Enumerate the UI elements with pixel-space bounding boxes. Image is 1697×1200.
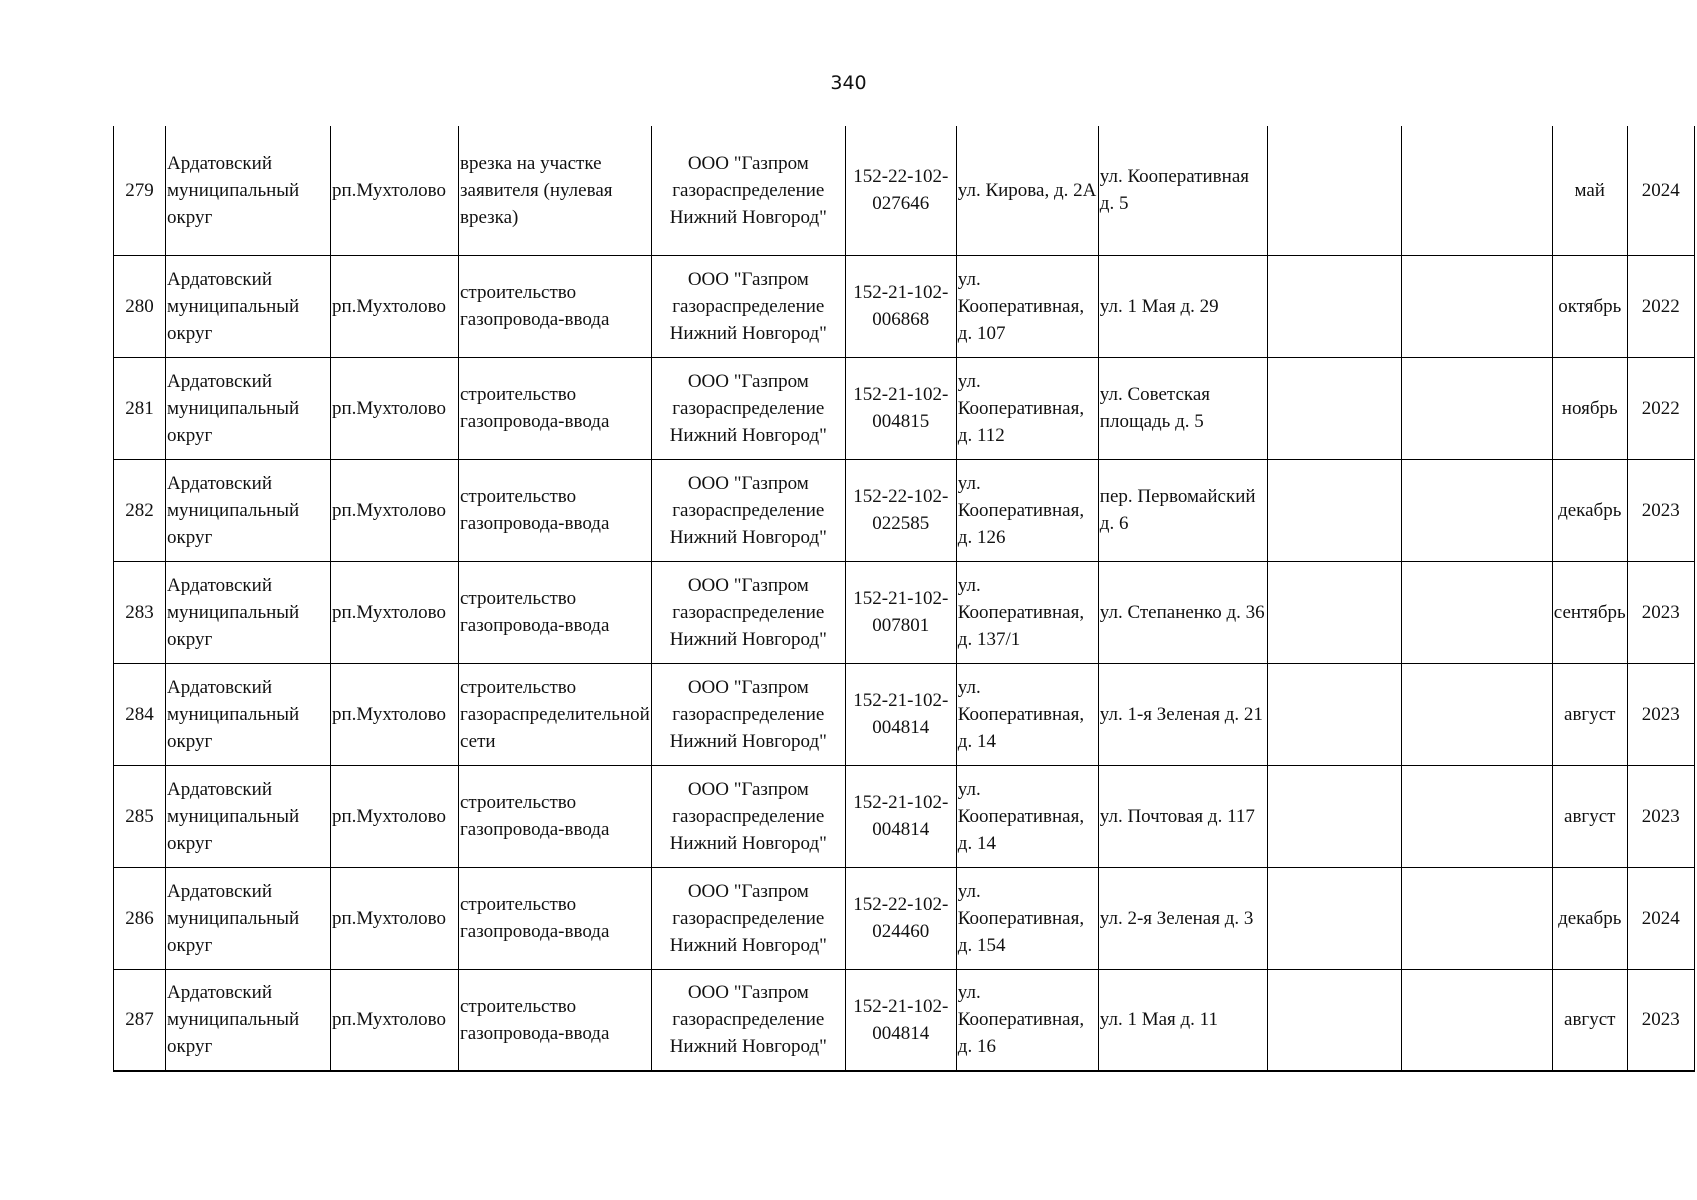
work-type-cell: строительство газораспределительной сети [459,663,652,765]
object-address-cell: ул. 1 Мая д. 11 [1098,969,1267,1071]
organization-cell: ООО "Газпром газораспределение Нижний Новгород" [651,765,845,867]
table-row [114,867,1695,969]
year-cell: 2023 [1627,969,1694,1071]
work-type-cell: строительство газопровода-ввода [459,459,652,561]
connection-point-cell: ул. Кооперативная, д. 14 [956,765,1098,867]
empty-cell [1267,765,1401,867]
month-cell: сентябрь [1552,561,1627,663]
row-number-cell: 282 [114,459,166,561]
empty-cell [1267,561,1401,663]
month-cell: октябрь [1552,255,1627,357]
district-cell: Ардатовский муниципальный округ [166,357,331,459]
year-cell: 2022 [1627,255,1694,357]
empty-cell [1401,663,1552,765]
district-cell: Ардатовский муниципальный округ [166,867,331,969]
table-row [114,357,1695,459]
gasification-table [113,126,1695,1072]
object-address-cell: ул. Степаненко д. 36 [1098,561,1267,663]
organization-cell: ООО "Газпром газораспределение Нижний Новгород" [651,561,845,663]
permit-code-cell: 152-21-102-004814 [845,765,956,867]
work-type-cell: строительство газопровода-ввода [459,969,652,1071]
work-type-cell: строительство газопровода-ввода [459,357,652,459]
empty-cell [1267,126,1401,255]
connection-point-cell: ул. Кооперативная, д. 137/1 [956,561,1098,663]
permit-code-cell: 152-21-102-004814 [845,663,956,765]
work-type-cell: врезка на участке заявителя (нулевая врезка) [459,126,652,255]
settlement-cell: рп.Мухтолово [331,969,459,1071]
table-row [114,765,1695,867]
object-address-cell: ул. 1-я Зеленая д. 21 [1098,663,1267,765]
empty-cell [1401,255,1552,357]
object-address-cell: ул. Советская площадь д. 5 [1098,357,1267,459]
row-number-cell: 281 [114,357,166,459]
month-cell: декабрь [1552,867,1627,969]
permit-code-cell: 152-22-102-024460 [845,867,956,969]
page-number: 340 [830,72,867,94]
district-cell: Ардатовский муниципальный округ [166,663,331,765]
object-address-cell: ул. 1 Мая д. 29 [1098,255,1267,357]
year-cell: 2023 [1627,459,1694,561]
empty-cell [1267,357,1401,459]
row-number-cell: 285 [114,765,166,867]
month-cell: август [1552,765,1627,867]
object-address-cell: ул. Кооперативная д. 5 [1098,126,1267,255]
object-address-cell: ул. Почтовая д. 117 [1098,765,1267,867]
month-cell: май [1552,126,1627,255]
month-cell: ноябрь [1552,357,1627,459]
settlement-cell: рп.Мухтолово [331,561,459,663]
settlement-cell: рп.Мухтолово [331,255,459,357]
year-cell: 2024 [1627,126,1694,255]
district-cell: Ардатовский муниципальный округ [166,765,331,867]
row-number-cell: 279 [114,126,166,255]
connection-point-cell: ул. Кооперативная, д. 126 [956,459,1098,561]
district-cell: Ардатовский муниципальный округ [166,255,331,357]
object-address-cell: пер. Первомайский д. 6 [1098,459,1267,561]
district-cell: Ардатовский муниципальный округ [166,126,331,255]
organization-cell: ООО "Газпром газораспределение Нижний Новгород" [651,357,845,459]
organization-cell: ООО "Газпром газораспределение Нижний Новгород" [651,867,845,969]
empty-cell [1401,459,1552,561]
settlement-cell: рп.Мухтолово [331,867,459,969]
row-number-cell: 286 [114,867,166,969]
organization-cell: ООО "Газпром газораспределение Нижний Новгород" [651,255,845,357]
year-cell: 2023 [1627,663,1694,765]
connection-point-cell: ул. Кирова, д. 2А [956,126,1098,255]
table-row [114,663,1695,765]
empty-cell [1401,969,1552,1071]
year-cell: 2024 [1627,867,1694,969]
year-cell: 2022 [1627,357,1694,459]
organization-cell: ООО "Газпром газораспределение Нижний Новгород" [651,126,845,255]
settlement-cell: рп.Мухтолово [331,459,459,561]
object-address-cell: ул. 2-я Зеленая д. 3 [1098,867,1267,969]
connection-point-cell: ул. Кооперативная, д. 154 [956,867,1098,969]
empty-cell [1401,765,1552,867]
row-number-cell: 284 [114,663,166,765]
month-cell: август [1552,969,1627,1071]
empty-cell [1401,561,1552,663]
work-type-cell: строительство газопровода-ввода [459,765,652,867]
settlement-cell: рп.Мухтолово [331,663,459,765]
year-cell: 2023 [1627,765,1694,867]
empty-cell [1401,357,1552,459]
settlement-cell: рп.Мухтолово [331,765,459,867]
district-cell: Ардатовский муниципальный округ [166,561,331,663]
connection-point-cell: ул. Кооперативная, д. 107 [956,255,1098,357]
organization-cell: ООО "Газпром газораспределение Нижний Новгород" [651,459,845,561]
empty-cell [1267,663,1401,765]
settlement-cell: рп.Мухтолово [331,357,459,459]
district-cell: Ардатовский муниципальный округ [166,459,331,561]
year-cell: 2023 [1627,561,1694,663]
month-cell: декабрь [1552,459,1627,561]
settlement-cell: рп.Мухтолово [331,126,459,255]
permit-code-cell: 152-21-102-006868 [845,255,956,357]
table-row [114,969,1695,1071]
permit-code-cell: 152-22-102-022585 [845,459,956,561]
row-number-cell: 283 [114,561,166,663]
empty-cell [1267,867,1401,969]
permit-code-cell: 152-22-102-027646 [845,126,956,255]
connection-point-cell: ул. Кооперативная, д. 16 [956,969,1098,1071]
empty-cell [1401,126,1552,255]
empty-cell [1267,255,1401,357]
table-row [114,126,1695,255]
work-type-cell: строительство газопровода-ввода [459,561,652,663]
connection-point-cell: ул. Кооперативная, д. 112 [956,357,1098,459]
organization-cell: ООО "Газпром газораспределение Нижний Новгород" [651,969,845,1071]
table-row [114,561,1695,663]
organization-cell: ООО "Газпром газораспределение Нижний Новгород" [651,663,845,765]
table-row [114,255,1695,357]
work-type-cell: строительство газопровода-ввода [459,867,652,969]
month-cell: август [1552,663,1627,765]
permit-code-cell: 152-21-102-004814 [845,969,956,1071]
permit-code-cell: 152-21-102-007801 [845,561,956,663]
work-type-cell: строительство газопровода-ввода [459,255,652,357]
empty-cell [1267,969,1401,1071]
row-number-cell: 287 [114,969,166,1071]
table-row [114,459,1695,561]
row-number-cell: 280 [114,255,166,357]
district-cell: Ардатовский муниципальный округ [166,969,331,1071]
permit-code-cell: 152-21-102-004815 [845,357,956,459]
empty-cell [1267,459,1401,561]
connection-point-cell: ул. Кооперативная, д. 14 [956,663,1098,765]
empty-cell [1401,867,1552,969]
